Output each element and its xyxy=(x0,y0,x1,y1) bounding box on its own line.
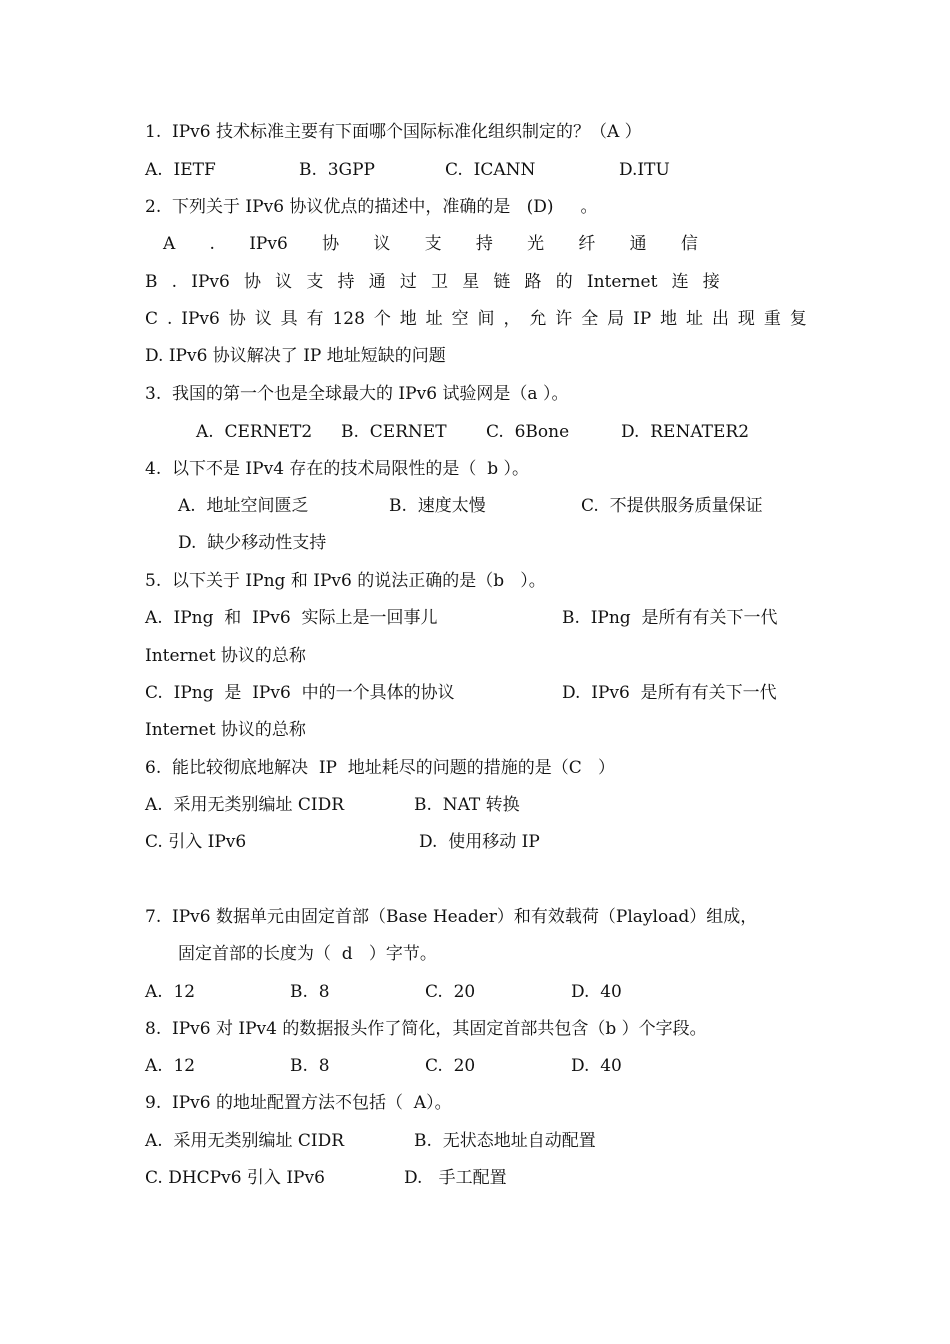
q3-option-b: B. CERNET xyxy=(341,422,447,442)
q7-option-c: C. 20 xyxy=(425,982,476,1002)
q9-option-d: D. 手工配置 xyxy=(404,1168,507,1188)
q3-option-c: C. 6Bone xyxy=(486,422,570,442)
q7-option-d: D. 40 xyxy=(571,982,622,1002)
q9-stem: 9. IPv6 的地址配置方法不包括（ A）。 xyxy=(145,1093,452,1113)
q4-option-d: D. 缺少移动性支持 xyxy=(178,533,327,553)
q3-option-a: A. CERNET2 xyxy=(196,422,313,442)
q4-option-a: A. 地址空间匮乏 xyxy=(178,496,309,516)
q4-stem: 4. 以下不是 IPv4 存在的技术局限性的是（ b ）。 xyxy=(145,459,530,479)
q1-option-b: B. 3GPP xyxy=(299,160,375,180)
q6-option-a: A. 采用无类别编址 CIDR xyxy=(145,795,345,815)
q6-option-c: C. 引入 IPv6 xyxy=(145,832,247,852)
q6-stem: 6. 能比较彻底地解决 IP 地址耗尽的问题的措施的是（C ） xyxy=(145,758,616,778)
q4-option-b: B. 速度太慢 xyxy=(389,496,486,516)
q4-option-c: C. 不提供服务质量保证 xyxy=(581,496,763,516)
q5-option-d-continued: Internet 协议的总称 xyxy=(145,720,306,740)
q3-stem: 3. 我国的第一个也是全球最大的 IPv6 试验网是（a ）。 xyxy=(145,384,569,404)
q5-option-a: A. IPng 和 IPv6 实际上是一回事儿 xyxy=(145,608,438,628)
q9-option-c: C. DHCPv6 引入 IPv6 xyxy=(145,1168,325,1188)
q2-stem: 2. 下列关于 IPv6 协议优点的描述中，准确的是 (D) 。 xyxy=(145,197,598,217)
q7-option-a: A. 12 xyxy=(145,982,196,1002)
q1-option-c: C. ICANN xyxy=(445,160,536,180)
q8-option-a: A. 12 xyxy=(145,1056,196,1076)
q6-option-d: D. 使用移动 IP xyxy=(419,832,540,852)
q5-option-c: C. IPng 是 IPv6 中的一个具体的协议 xyxy=(145,683,455,703)
q8-stem: 8. IPv6 对 IPv4 的数据报头作了简化，其固定首部共包含（b ）个字段。 xyxy=(145,1019,707,1039)
q5-option-d: D. IPv6 是所有有关下一代 xyxy=(562,683,777,703)
q1-option-a: A. IETF xyxy=(145,160,216,180)
q2-option-a: A . IPv6 协 议 支 持 光 纤 通 信 xyxy=(163,234,698,254)
q8-option-d: D. 40 xyxy=(571,1056,622,1076)
q9-option-b: B. 无状态地址自动配置 xyxy=(414,1131,596,1151)
q2-option-b: B . IPv6 协 议 支 持 通 过 卫 星 链 路 的 Internet 连 接 xyxy=(145,272,720,292)
q5-option-b: B. IPng 是所有有关下一代 xyxy=(562,608,778,628)
q1-option-d: D.ITU xyxy=(619,160,670,180)
q2-option-d: D. IPv6 协议解决了 IP 地址短缺的问题 xyxy=(145,346,446,366)
q2-option-c: C . IPv6 协 议 具 有 128 个 地 址 空 间 ， 允 许 全 局 IP 地 址 出 现 重 复 xyxy=(145,309,807,329)
q9-option-a: A. 采用无类别编址 CIDR xyxy=(145,1131,345,1151)
q8-option-c: C. 20 xyxy=(425,1056,476,1076)
q7-option-b: B. 8 xyxy=(290,982,330,1002)
q7-stem-continued: 固定首部的长度为（ d ）字节。 xyxy=(178,944,437,964)
q8-option-b: B. 8 xyxy=(290,1056,330,1076)
q7-stem: 7. IPv6 数据单元由固定首部（Base Header）和有效载荷（Playload）组成， xyxy=(145,907,758,927)
q1-stem: 1. IPv6 技术标准主要有下面哪个国际标准化组织制定的？（A ） xyxy=(145,122,642,142)
q5-option-b-continued: Internet 协议的总称 xyxy=(145,646,306,666)
q3-option-d: D. RENATER2 xyxy=(621,422,750,442)
q6-option-b: B. NAT 转换 xyxy=(414,795,520,815)
q5-stem: 5. 以下关于 IPng 和 IPv6 的说法正确的是（b ）。 xyxy=(145,571,546,591)
